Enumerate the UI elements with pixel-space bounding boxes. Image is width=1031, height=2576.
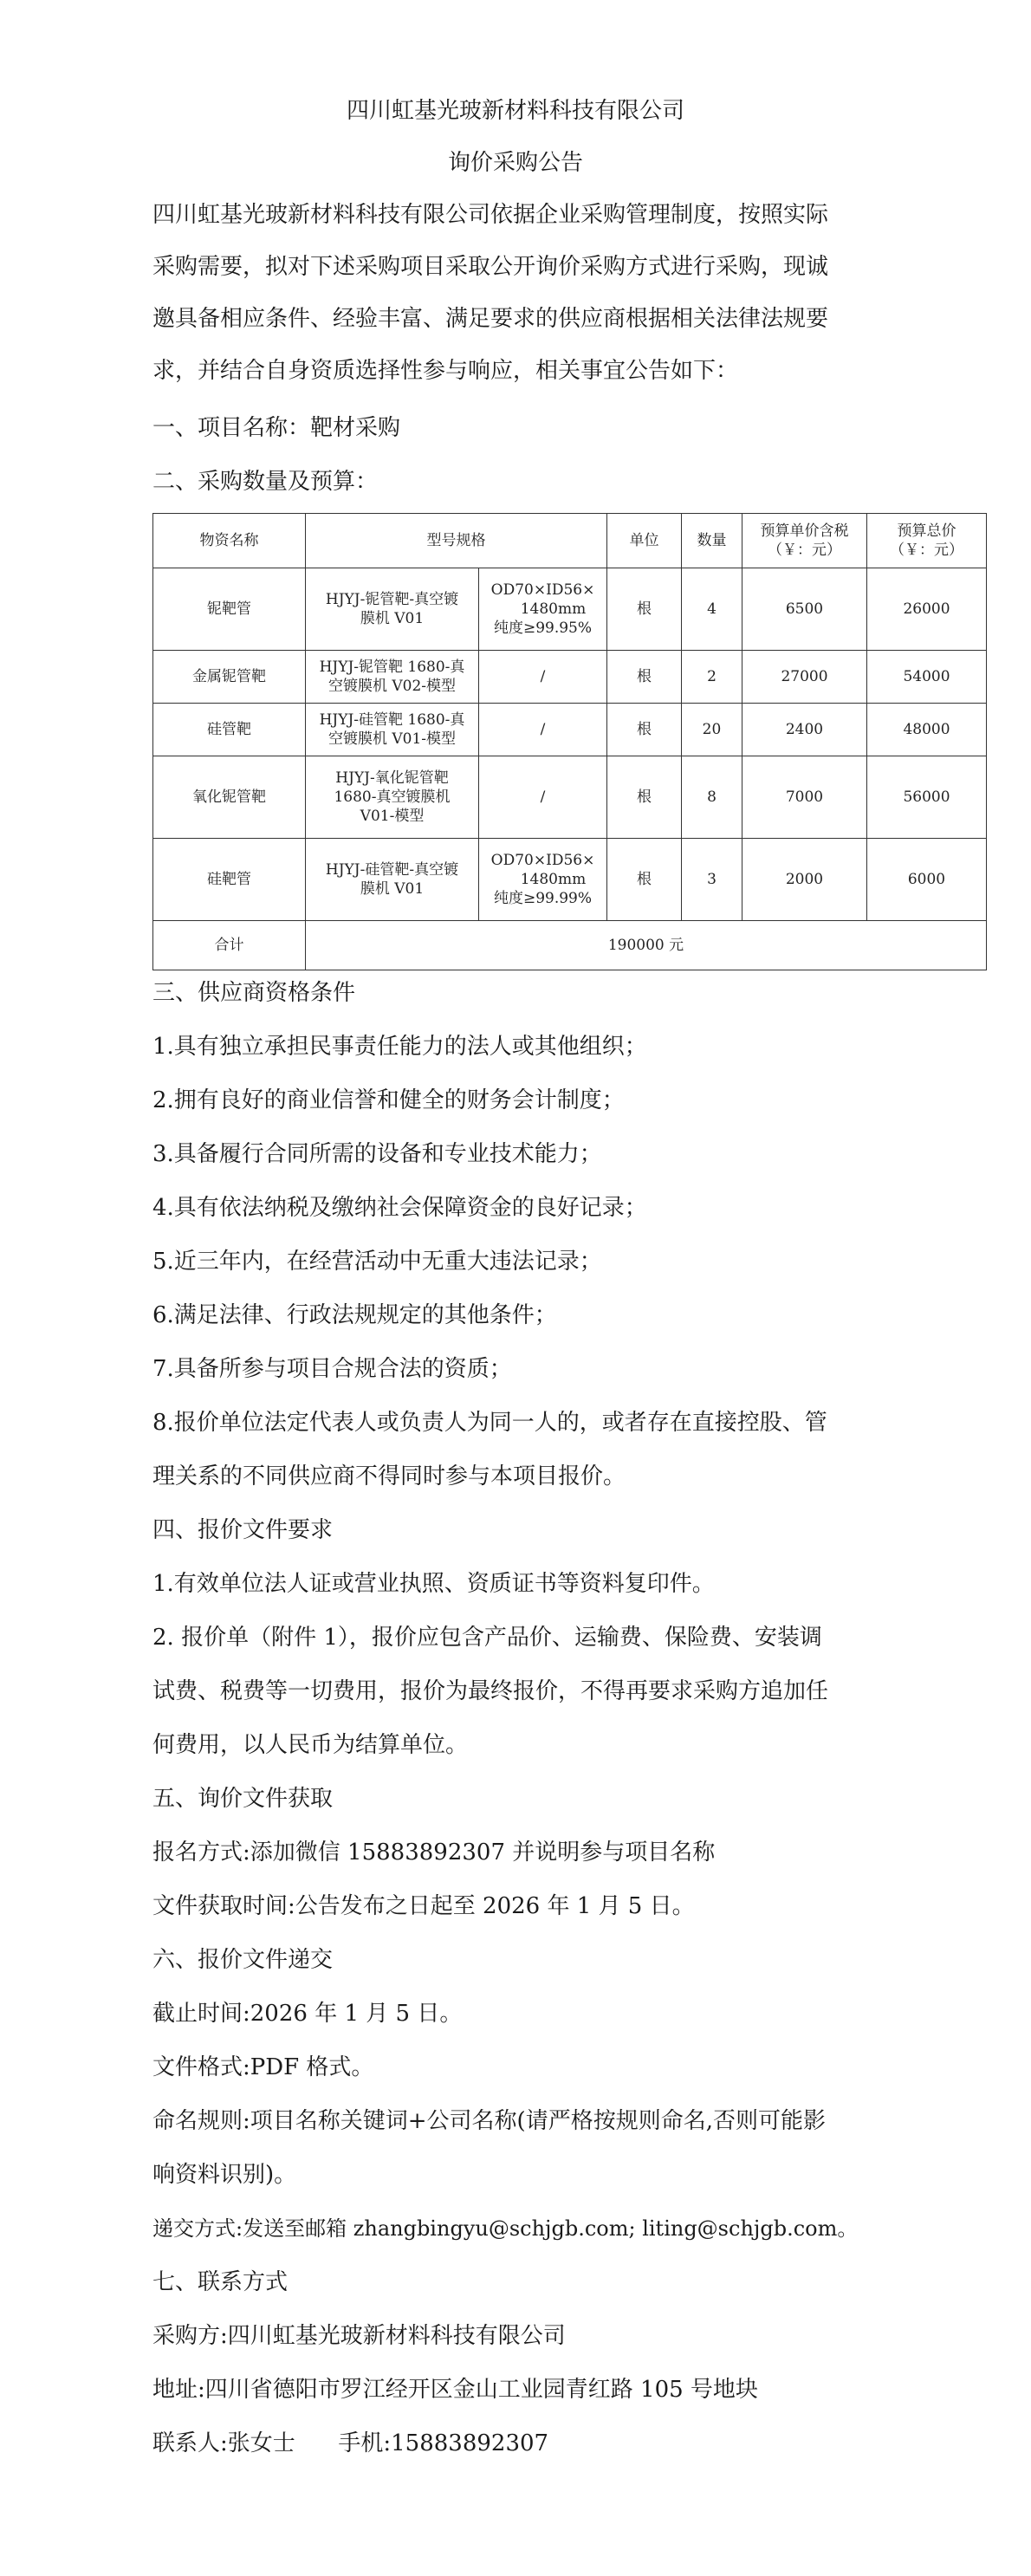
cell-price: 27000 <box>742 651 867 704</box>
cell-name: 铌靶管 <box>153 568 306 651</box>
intro-line: 求，并结合自身资质选择性参与响应，相关事宜公告如下： <box>152 358 739 384</box>
cell-total: 54000 <box>867 651 987 704</box>
cell-total: 26000 <box>867 568 987 651</box>
table-row <box>153 651 987 704</box>
cell-spec: OD70×ID56× 1480mm 纯度≥99.99% <box>479 839 607 921</box>
cell-qty: 4 <box>682 568 742 651</box>
section-heading-contact: 七、联系方式 <box>152 2269 289 2295</box>
cell-unit: 根 <box>607 839 682 921</box>
table-row <box>153 839 987 921</box>
cell-total: 48000 <box>867 704 987 756</box>
section-heading-qualifications: 三、供应商资格条件 <box>152 980 356 1006</box>
contact-item: 联系人:张女士 手机:15883892307 <box>152 2430 549 2456</box>
submit-item: 递交方式:发送至邮箱 zhangbingyu@schjgb.com; liting@schjgb.com。 <box>152 2216 859 2241</box>
section-heading-project: 一、项目名称：靶材采购 <box>152 415 401 441</box>
cell-name: 金属铌管靶 <box>153 651 306 704</box>
cell-model: HJYJ-铌管靶-真空镀 膜机 V01 <box>306 568 479 651</box>
contact-item: 地址:四川省德阳市罗江经开区金山工业园青红路 105 号地块 <box>152 2377 758 2403</box>
intro-line: 采购需要，拟对下述采购项目采取公开询价采购方式进行采购，现诚 <box>152 254 829 280</box>
cell-price: 2000 <box>742 839 867 921</box>
requirement-item: 何费用，以人民币为结算单位。 <box>152 1732 469 1758</box>
cell-price: 2400 <box>742 704 867 756</box>
cell-name: 氧化铌管靶 <box>153 756 306 839</box>
table-total-row <box>153 921 987 970</box>
submit-item: 文件格式:PDF 格式。 <box>152 2054 374 2080</box>
cell-spec: / <box>479 756 607 839</box>
acquire-item: 报名方式:添加微信 15883892307 并说明参与项目名称 <box>152 1840 716 1865</box>
cell-model: HJYJ-硅管靶-真空镀 膜机 V01 <box>306 839 479 921</box>
header-qty: 数量 <box>682 514 742 568</box>
section-heading-budget: 二、采购数量及预算： <box>152 469 379 495</box>
cell-qty: 3 <box>682 839 742 921</box>
cell-total: 56000 <box>867 756 987 839</box>
qualification-item: 5.近三年内，在经营活动中无重大违法记录； <box>152 1249 602 1275</box>
cell-unit: 根 <box>607 704 682 756</box>
cell-unit: 根 <box>607 568 682 651</box>
header-name: 物资名称 <box>153 514 306 568</box>
cell-spec: / <box>479 704 607 756</box>
procurement-table <box>152 513 987 970</box>
cell-spec: / <box>479 651 607 704</box>
cell-name: 硅管靶 <box>153 704 306 756</box>
section-heading-acquire: 五、询价文件获取 <box>152 1786 334 1812</box>
cell-qty: 2 <box>682 651 742 704</box>
requirement-item: 2. 报价单（附件 1），报价应包含产品价、运输费、保险费、安装调 <box>152 1625 822 1651</box>
qualification-item: 6.满足法律、行政法规规定的其他条件； <box>152 1302 557 1328</box>
qualification-item: 7.具备所参与项目合规合法的资质； <box>152 1356 512 1382</box>
cell-model: HJYJ-氧化铌管靶 1680-真空镀膜机 V01-模型 <box>306 756 479 839</box>
table-row <box>153 568 987 651</box>
header-spec: 型号规格 <box>306 514 607 568</box>
acquire-item: 文件获取时间:公告发布之日起至 2026 年 1 月 5 日。 <box>152 1893 695 1919</box>
cell-model: HJYJ-铌管靶 1680-真 空镀膜机 V02-模型 <box>306 651 479 704</box>
intro-line: 邀具备相应条件、经验丰富、满足要求的供应商根据相关法律法规要 <box>152 306 829 332</box>
requirement-item: 试费、税费等一切费用，报价为最终报价，不得再要求采购方追加任 <box>152 1678 829 1704</box>
table-header-row <box>153 514 987 568</box>
intro-line: 四川虹基光玻新材料科技有限公司依据企业采购管理制度，按照实际 <box>152 202 829 228</box>
contact-item: 采购方:四川虹基光玻新材料科技有限公司 <box>152 2323 566 2349</box>
cell-total: 6000 <box>867 839 987 921</box>
qualification-item: 8.报价单位法定代表人或负责人为同一人的，或者存在直接控股、管 <box>152 1410 827 1436</box>
cell-qty: 8 <box>682 756 742 839</box>
total-label: 合计 <box>153 921 306 970</box>
qualification-item: 理关系的不同供应商不得同时参与本项目报价。 <box>152 1463 626 1489</box>
company-title: 四川虹基光玻新材料科技有限公司 <box>346 98 684 124</box>
section-heading-submit: 六、报价文件递交 <box>152 1947 334 1973</box>
cell-price: 7000 <box>742 756 867 839</box>
qualification-item: 1.具有独立承担民事责任能力的法人或其他组织； <box>152 1034 647 1060</box>
header-unit-price: 预算单价含税 （￥：元） <box>742 514 867 568</box>
section-heading-requirements: 四、报价文件要求 <box>152 1517 334 1543</box>
notice-title: 询价采购公告 <box>447 150 583 176</box>
header-total-price: 预算总价 （￥：元） <box>867 514 987 568</box>
total-amount: 190000 元 <box>306 921 987 970</box>
qualification-item: 4.具有依法纳税及缴纳社会保障资金的良好记录； <box>152 1195 647 1221</box>
requirement-item: 1.有效单位法人证或营业执照、资质证书等资料复印件。 <box>152 1571 715 1597</box>
cell-qty: 20 <box>682 704 742 756</box>
table-row <box>153 756 987 839</box>
cell-name: 硅靶管 <box>153 839 306 921</box>
submit-item: 命名规则:项目名称关键词+公司名称(请严格按规则命名,否则可能影 <box>152 2108 826 2134</box>
cell-spec: OD70×ID56× 1480mm 纯度≥99.95% <box>479 568 607 651</box>
qualification-item: 3.具备履行合同所需的设备和专业技术能力； <box>152 1141 602 1167</box>
cell-price: 6500 <box>742 568 867 651</box>
submit-item: 响资料识别)。 <box>152 2162 297 2188</box>
qualification-item: 2.拥有良好的商业信誉和健全的财务会计制度； <box>152 1087 625 1113</box>
cell-unit: 根 <box>607 651 682 704</box>
cell-unit: 根 <box>607 756 682 839</box>
submit-item: 截止时间:2026 年 1 月 5 日。 <box>152 2001 463 2027</box>
cell-model: HJYJ-硅管靶 1680-真 空镀膜机 V01-模型 <box>306 704 479 756</box>
table-row <box>153 704 987 756</box>
header-unit: 单位 <box>607 514 682 568</box>
